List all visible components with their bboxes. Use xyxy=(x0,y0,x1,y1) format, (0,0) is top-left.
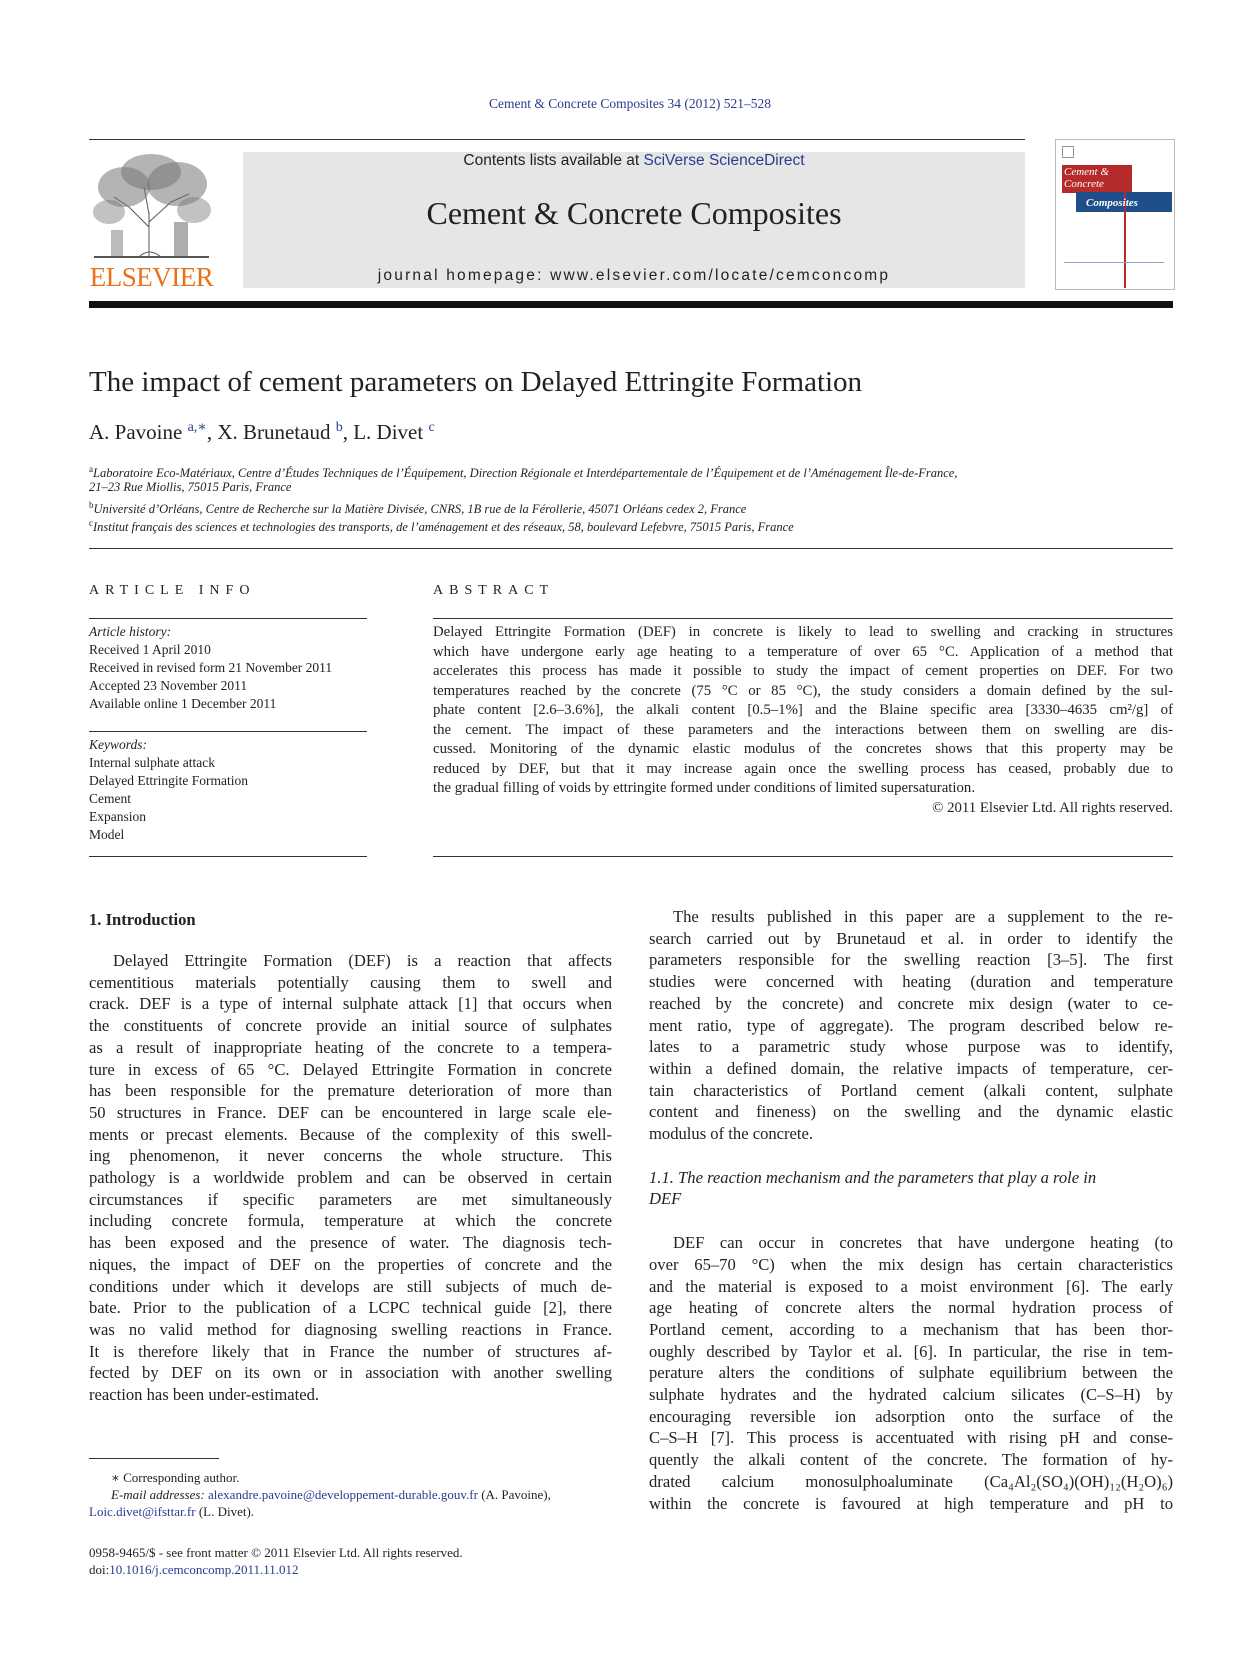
article-info-heading: ARTICLE INFO xyxy=(89,583,256,598)
footnote-rule xyxy=(89,1458,219,1459)
abstract-line: reduced by DEF, but that it may increase again once the swelling process has ceased, probably due to xyxy=(433,760,1173,777)
introduction-right-column xyxy=(649,906,1173,1514)
email-link-pavoine[interactable]: alexandre.pavoine@developpement-durable.gouv.fr xyxy=(208,1487,478,1502)
body-line: quently the alkali content of the concrete. The formation of hy- xyxy=(649,1450,1173,1470)
body-line: Portland cement, according to a mechanism that has been thor- xyxy=(649,1319,1173,1339)
history-accepted: Accepted 23 November 2011 xyxy=(89,678,248,693)
body-line: cementitious materials potentially causing them to swell and xyxy=(89,972,612,992)
author-name: X. Brunetaud xyxy=(217,420,331,444)
email-line-2 xyxy=(89,1503,619,1520)
email-owner: (A. Pavoine), xyxy=(477,1487,551,1502)
abstract-heading: ABSTRACT xyxy=(433,583,555,598)
keywords-rule xyxy=(89,731,367,732)
body-line: ing phenomenon, it never concerns the whole structure. This xyxy=(89,1146,612,1166)
affiliation-c xyxy=(89,514,1179,536)
body-line: as a result of inappropriate heating of the concrete to a tempera- xyxy=(89,1037,612,1057)
footnotes xyxy=(89,1469,619,1520)
journal-citation[interactable]: Cement & Concrete Composites 34 (2012) 521–528 xyxy=(489,96,771,111)
body-line: within a defined domain, the relative impacts of temperature, cer- xyxy=(649,1058,1173,1078)
cover-rule xyxy=(1064,262,1164,263)
body-line: The results published in this paper are a supplement to the re- xyxy=(673,907,1173,926)
spacer xyxy=(649,1145,1173,1167)
affiliation-text: Laboratoire Eco-Matériaux, Centre d’Études Techniques de l’Équipement, Direction Régionale et Interdépartementale de l’Équipement et de l’Aménagement Île-de-France, xyxy=(93,466,958,481)
subsection-heading xyxy=(649,1167,1173,1210)
author-separator: , xyxy=(342,420,354,444)
article-info-rule xyxy=(89,618,367,619)
body-line: reaction has been under-estimated. xyxy=(89,1385,320,1405)
abstract-line: the gradual filling of voids by ettringite formed under conditions of limited supersaturation. xyxy=(433,780,976,796)
email-label: E-mail addresses: xyxy=(111,1487,209,1502)
body-line: fected by DEF on its own or in association with another swelling xyxy=(89,1363,612,1383)
spacer xyxy=(649,1210,1173,1232)
body-line: age heating of concrete alters the normal hydration process of xyxy=(649,1298,1173,1318)
article-title: The impact of cement parameters on Delayed Ettringite Formation xyxy=(89,366,863,398)
body-line: content and fineness) on the swelling and the dynamic elastic xyxy=(649,1102,1173,1122)
doi-label: doi: xyxy=(89,1562,110,1577)
affiliation-marker: a xyxy=(89,464,93,474)
body-line: 50 structures in France. DEF can be encountered in large scale ele- xyxy=(89,1102,612,1122)
body-line: was no valid method for diagnosing swelling reactions in France. xyxy=(89,1319,612,1339)
email-owner: (L. Divet). xyxy=(195,1504,255,1519)
body-line: the constituents of concrete provide an initial source of sulphates xyxy=(89,1016,612,1036)
keyword-item: Model xyxy=(89,827,125,842)
author-separator: , xyxy=(206,420,218,444)
author-name: L. Divet xyxy=(353,420,424,444)
doi-line xyxy=(89,1561,649,1578)
history-online: Available online 1 December 2011 xyxy=(89,696,277,711)
body-line: drated calcium monosulphoaluminate (Ca₄Al₂(SO₄)(OH)₁₂(H₂O)₆) xyxy=(649,1471,1173,1491)
abstract-line: accelerates this process has made it possible to study the impact of cement properties on DEF. For two xyxy=(433,663,1173,679)
affiliation-text: Institut français des sciences et technologies des transports, de l’aménagement et des réseaux, 58, boulevard Lefebvre, 75015 Paris, France xyxy=(93,520,794,535)
cover-title-line-2: Concrete xyxy=(1064,178,1104,190)
body-line: lates to a parametric study whose purpose was to identify, xyxy=(649,1037,1173,1057)
body-line: circumstances if specific parameters are met simultaneously xyxy=(89,1189,612,1209)
journal-cover-thumbnail[interactable] xyxy=(1055,139,1175,290)
corresponding-author-note: ∗ Corresponding author. xyxy=(111,1470,240,1485)
front-matter-info xyxy=(89,1544,649,1578)
body-line: perature alters the conditions of sulphate equilibrium between the xyxy=(649,1363,1173,1383)
body-line: It is therefore likely that in France the number of structures af- xyxy=(89,1341,612,1361)
body-line: C–S–H [7]. This process is accentuated with rising pH and conse- xyxy=(649,1428,1173,1448)
body-line: DEF can occur in concretes that have undergone heating (to xyxy=(673,1233,1173,1253)
body-line: and the material is exposed to a moist environment [6]. The early xyxy=(649,1276,1173,1296)
body-line: over 65–70 °C) when the mix design has certain characteristics xyxy=(649,1254,1173,1274)
sciencedirect-link[interactable]: SciVerse ScienceDirect xyxy=(643,152,805,169)
keyword-item: Cement xyxy=(89,791,131,806)
abstract-line: phate content [2.6–3.6%], the alkali content [0.5–1%] and the Blaine specific area [3330–4635 cm²/g] of xyxy=(433,702,1173,718)
subsection-heading-line: 1.1. The reaction mechanism and the parameters that play a role in xyxy=(649,1167,1097,1187)
abstract-body xyxy=(433,623,1173,818)
body-line: tain characteristics of Portland cement (alkali content, sulphate xyxy=(649,1080,1173,1100)
history-revised: Received in revised form 21 November 2011 xyxy=(89,660,333,675)
body-line: ture in excess of 65 °C. Delayed Ettringite Formation in concrete xyxy=(89,1059,612,1079)
affiliation-text: Université d’Orléans, Centre de Recherche sur la Matière Divisée, CNRS, 1B rue de la Férollerie, 45071 Orléans cedex 2, France xyxy=(93,502,747,517)
article-history xyxy=(89,623,379,713)
affiliation-marker: b xyxy=(89,500,94,510)
contents-prefix: Contents lists available at xyxy=(463,152,644,169)
body-line: crack. DEF is a type of internal sulphate attack [1] that occurs when xyxy=(89,994,612,1014)
body-line: ment ratio, type of aggregate). The program described below re- xyxy=(649,1015,1173,1035)
introduction-left-column xyxy=(89,950,612,1406)
body-line: oughly described by Taylor et al. [6]. In particular, the rise in tem- xyxy=(649,1341,1173,1361)
header-thick-rule xyxy=(89,301,1173,308)
article-info-bottom-rule xyxy=(89,856,367,857)
email-link-divet[interactable]: Loic.divet@ifsttar.fr xyxy=(89,1504,196,1519)
journal-title: Cement & Concrete Composites xyxy=(426,195,842,231)
author-affiliation-link[interactable]: b xyxy=(335,420,343,435)
body-line: reached by the concrete) and concrete mix design (water to ce- xyxy=(649,993,1173,1013)
body-line: has been exposed and the presence of water. The diagnosis tech- xyxy=(89,1233,612,1253)
body-line: encouraging reversible ion adsorption onto the surface of the xyxy=(649,1406,1173,1426)
author-list xyxy=(89,419,435,445)
body-line: niques, the impact of DEF on the properties of concrete and the xyxy=(89,1254,612,1274)
elsevier-wordmark[interactable]: ELSEVIER xyxy=(89,262,214,292)
body-line: conditions under which it develops are still subjects of much de- xyxy=(89,1276,612,1296)
body-line: parameters responsible for the swelling reaction [3–5]. The first xyxy=(649,950,1173,970)
keyword-item: Internal sulphate attack xyxy=(89,755,215,770)
issn-line: 0958-9465/$ - see front matter © 2011 Elsevier Ltd. All rights reserved. xyxy=(89,1545,463,1560)
abstract-line: the cement. The impact of these parameters and the interactions between them on swelling are dis- xyxy=(433,721,1173,738)
cover-title-line-3: Composites xyxy=(1086,197,1138,209)
abstract-line: Delayed Ettringite Formation (DEF) in concrete is likely to lead to swelling and cracking in structures xyxy=(433,624,1173,640)
body-line: Delayed Ettringite Formation (DEF) is a reaction that affects xyxy=(113,951,612,970)
body-line: search carried out by Brunetaud et al. in order to identify the xyxy=(649,928,1173,948)
affiliation-marker: c xyxy=(89,518,93,528)
keyword-item: Delayed Ettringite Formation xyxy=(89,773,248,788)
contents-available-line xyxy=(243,152,1025,170)
email-line xyxy=(89,1486,619,1503)
affiliation-a-cont xyxy=(89,478,1179,496)
doi-link[interactable]: 10.1016/j.cemconcomp.2011.11.012 xyxy=(109,1562,299,1577)
abstract-bottom-rule xyxy=(433,856,1173,857)
journal-homepage-link[interactable]: journal homepage: www.elsevier.com/locate/cemconcomp xyxy=(377,267,891,284)
history-received: Received 1 April 2010 xyxy=(89,642,211,657)
body-line: within the concrete is favoured at high temperature and pH to xyxy=(649,1493,1173,1513)
abstract-line: cussed. Monitoring of the dynamic elastic modulus of the concretes shows that this property may be xyxy=(433,741,1173,757)
abstract-rule xyxy=(433,618,1173,619)
affiliation-text: 21–23 Rue Miollis, 75015 Paris, France xyxy=(89,480,292,494)
body-line: bate. Prior to the publication of a LCPC technical guide [2], there xyxy=(89,1298,612,1318)
affiliation-rule xyxy=(89,548,1173,549)
subsection-heading-line: DEF xyxy=(649,1189,682,1209)
history-label: Article history: xyxy=(89,624,172,639)
author-affiliation-link[interactable]: a,∗ xyxy=(187,420,207,435)
author-affiliation-link[interactable]: c xyxy=(428,420,435,435)
author-name: A. Pavoine xyxy=(89,420,183,444)
header-top-rule xyxy=(89,139,1025,140)
body-line: sulphate hydrates and the hydrated calcium silicates (C–S–H) by xyxy=(649,1385,1173,1405)
keyword-item: Expansion xyxy=(89,809,146,824)
cover-title-line-1: Cement & xyxy=(1064,166,1109,178)
body-line: pathology is a worldwide problem and can be observed in certain xyxy=(89,1168,612,1188)
abstract-line: temperatures reached by the concrete (75 °C or 85 °C), the study considers a domain defined by the sul- xyxy=(433,682,1173,699)
abstract-copyright: © 2011 Elsevier Ltd. All rights reserved. xyxy=(932,799,1173,816)
section-heading-introduction: 1. Introduction xyxy=(89,910,196,929)
keywords-label: Keywords: xyxy=(89,737,147,752)
body-line: modulus of the concrete. xyxy=(649,1124,814,1144)
keywords-block xyxy=(89,736,379,844)
cover-emblem-icon xyxy=(1062,146,1074,158)
body-line: studies were concerned with heating (duration and temperature xyxy=(649,972,1173,992)
body-line: ments or precast elements. Because of the complexity of this swell- xyxy=(89,1124,612,1144)
body-line: has been responsible for the premature deterioration of more than xyxy=(89,1081,612,1101)
abstract-line: which have undergone early age heating to a temperature of over 65 °C. Application of a method that xyxy=(433,643,1173,660)
body-line: including concrete formula, temperature at which the concrete xyxy=(89,1211,612,1231)
